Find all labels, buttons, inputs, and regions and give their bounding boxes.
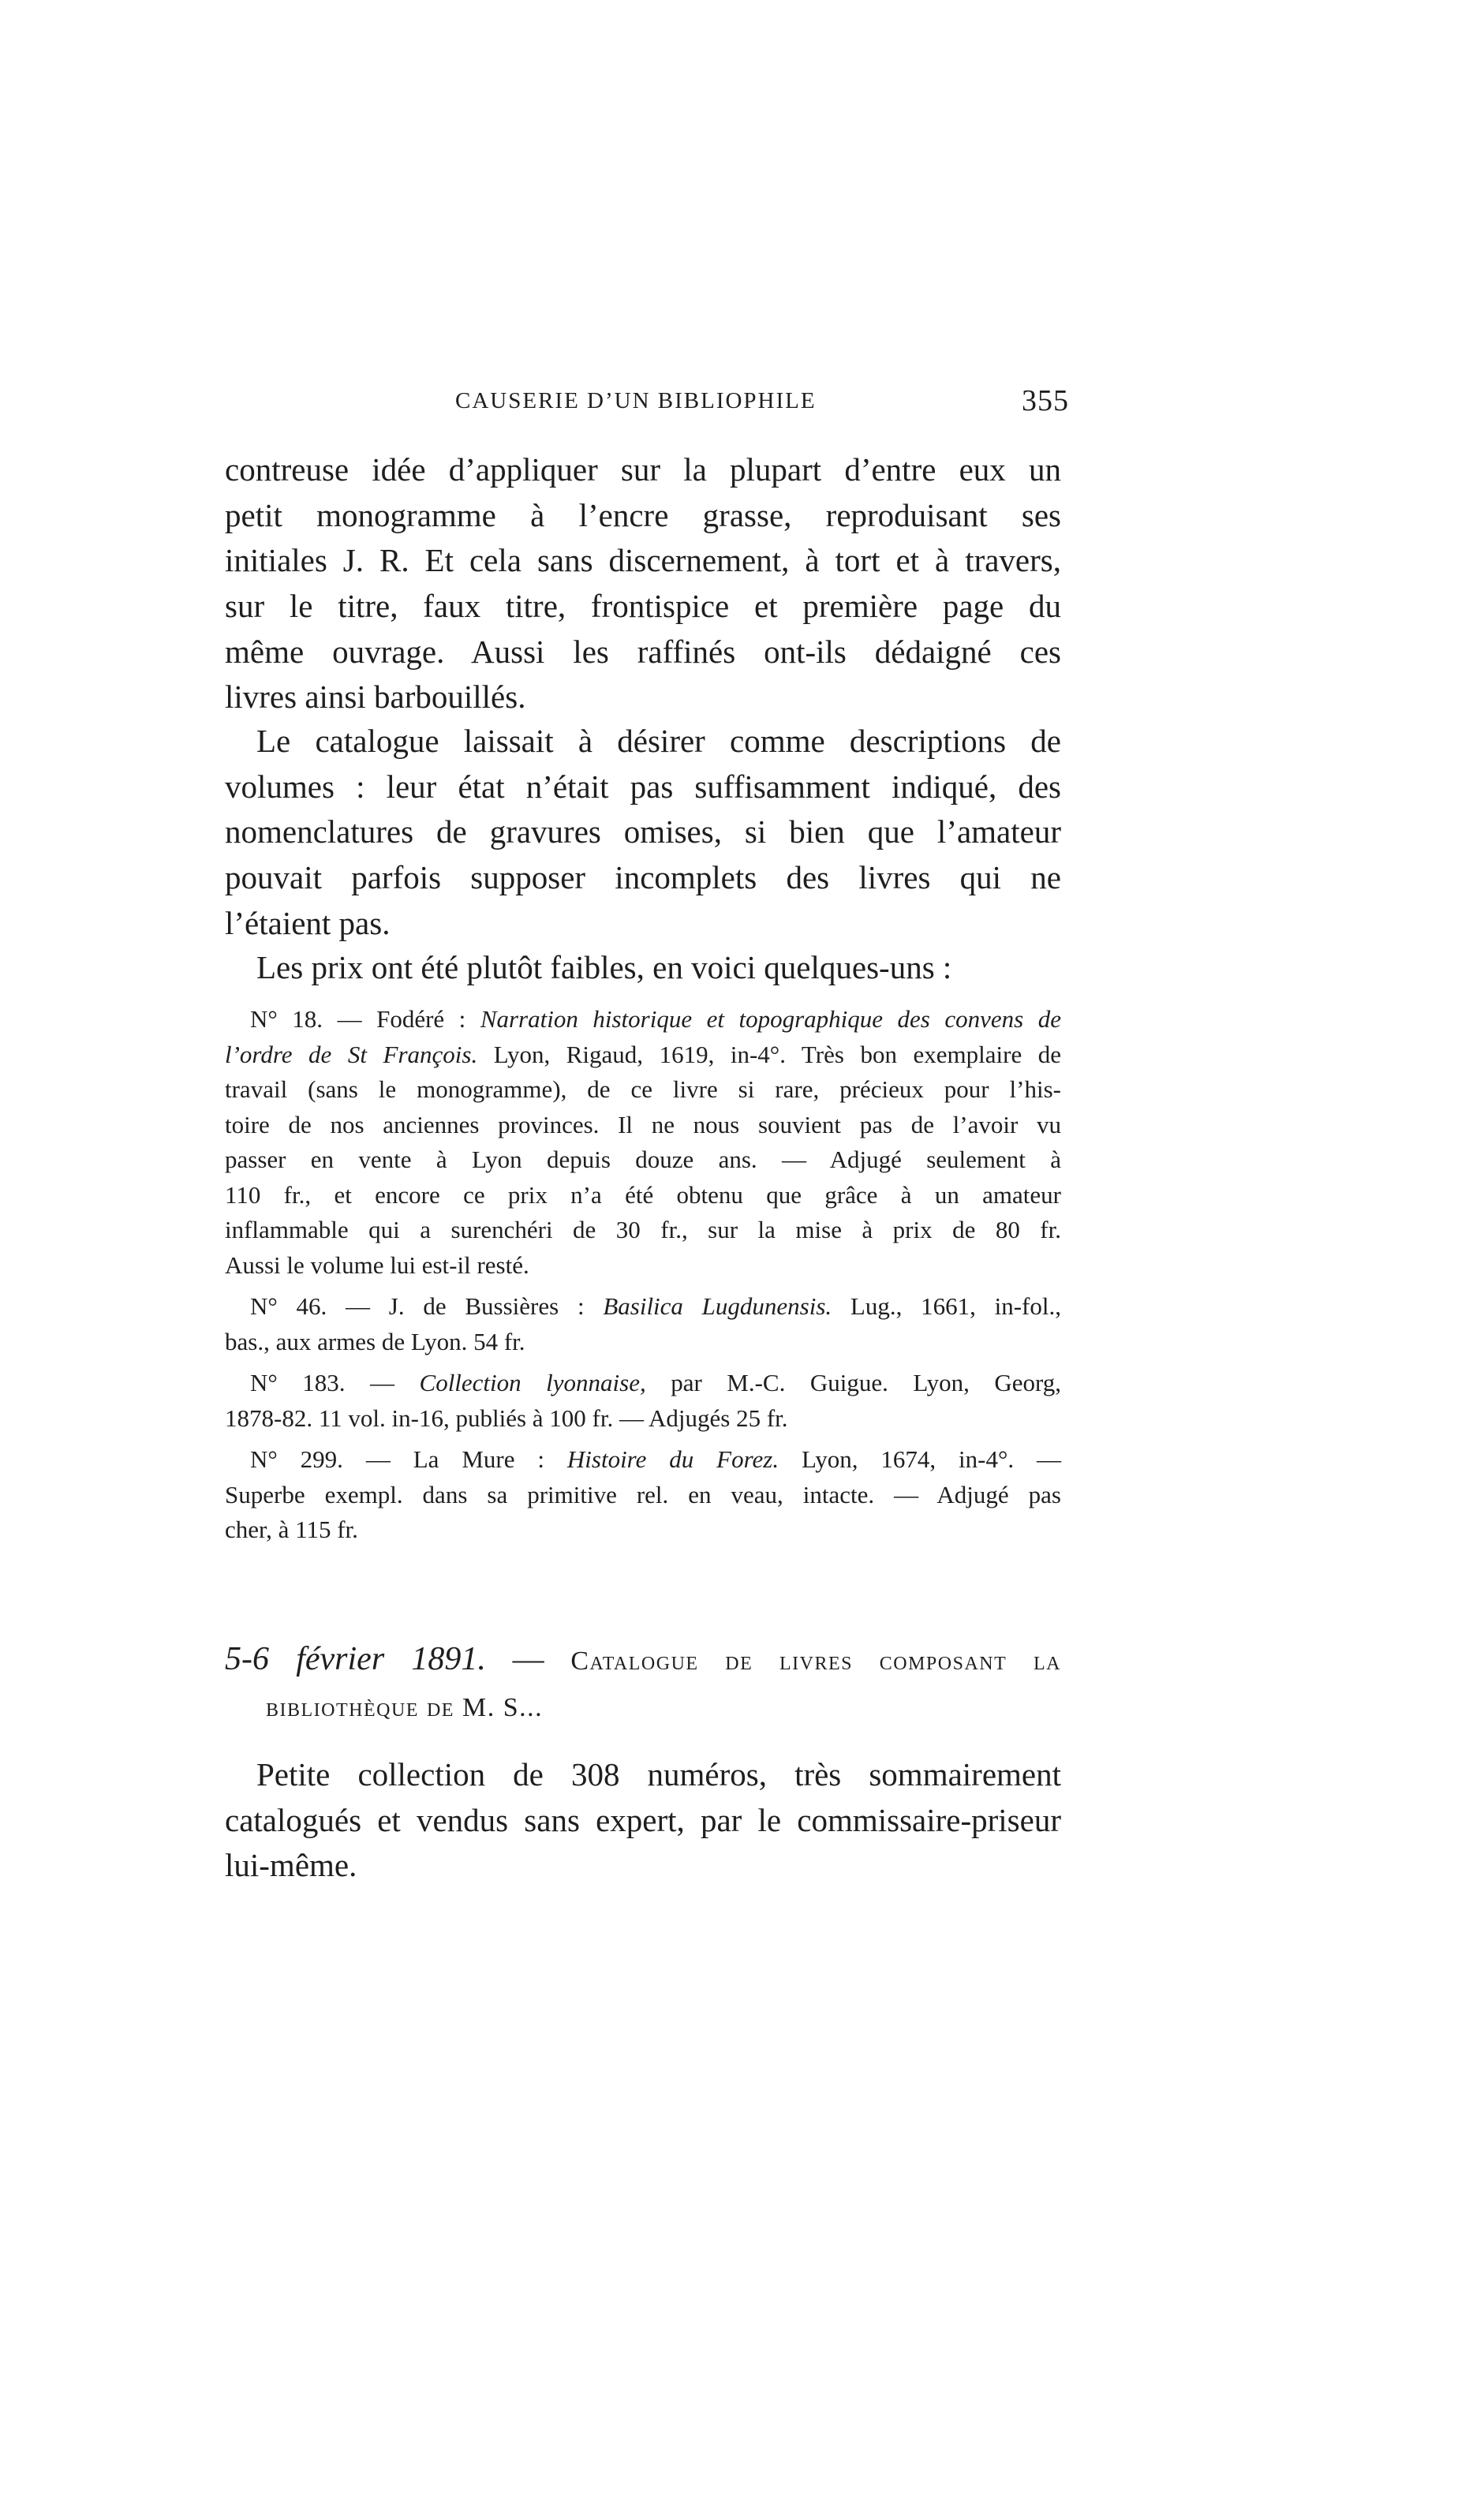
text-line: pouvait parfois supposer incomplets des livres qui ne xyxy=(225,859,1061,896)
paragraph-1 xyxy=(225,447,1061,720)
text-line: nomenclatures de gravures omises, si bien que l’amateur xyxy=(225,813,1061,850)
page-number: 355 xyxy=(1022,384,1069,417)
text-line: Petite collection de 308 numéros, très sommairement xyxy=(256,1756,1061,1792)
sale-entries xyxy=(225,1002,1061,1548)
entry-text: 110 fr., et encore ce prix n’a été obtenu que grâce à un amateur xyxy=(225,1180,1061,1209)
section-heading xyxy=(225,1637,1061,1730)
entry-text: 1878-82. 11 vol. in-16, publiés à 100 fr. — Adjugés 25 fr. xyxy=(225,1404,788,1432)
text-line: catalogués et vendus sans expert, par le commissaire-priseur xyxy=(225,1801,1061,1838)
entry-text: Aussi le volume lui est-il resté. xyxy=(225,1250,529,1279)
entry-text: travail (sans le monogramme), de ce livre si rare, précieux pour l’his- xyxy=(225,1075,1061,1103)
entry-text: N° 183. — xyxy=(250,1369,420,1396)
entry-text: Lyon, 1674, in-4°. — xyxy=(779,1445,1061,1473)
entry-line xyxy=(225,1248,1061,1284)
catalogue-title: Catalogue de livres composant la xyxy=(570,1647,1061,1676)
entry-line xyxy=(225,1037,1061,1073)
library-owner: bibliothèque de M. S... xyxy=(266,1693,544,1722)
heading-line-2 xyxy=(225,1684,1061,1730)
text-line: lui-même. xyxy=(225,1847,357,1884)
entry-line xyxy=(225,1442,1061,1478)
text-line: contreuse idée d’appliquer sur la plupart d’entre eux un xyxy=(225,451,1061,488)
paragraph-3 xyxy=(225,945,1061,991)
entry-text: Superbe exempl. dans sa primitive rel. en veau, intacte. — Adjugé pas xyxy=(225,1480,1061,1508)
entry-title-italic: l’ordre de St François. xyxy=(225,1040,478,1068)
text-line: volumes : leur état n’était pas suffisamment indiqué, des xyxy=(225,768,1061,805)
entry-line xyxy=(225,1325,1061,1360)
heading-line-1 xyxy=(225,1637,1061,1684)
entry-line xyxy=(225,1002,1061,1037)
paragraph-4 xyxy=(225,1752,1061,1889)
heading-dash: — xyxy=(485,1641,571,1677)
text-line: petit monogramme à l’encre grasse, reproduisant ses xyxy=(225,496,1061,533)
text-line: même ouvrage. Aussi les raffinés ont-ils dédaigné ces xyxy=(225,633,1061,670)
entry-title-italic: Collection lyonnaise, xyxy=(419,1369,646,1396)
entry-line xyxy=(225,1213,1061,1248)
entry-text: passer en vente à Lyon depuis douze ans. — Adjugé seulement à xyxy=(225,1146,1061,1173)
catalogue-entry xyxy=(225,1442,1061,1548)
entry-text: Lug., 1661, in-fol., xyxy=(832,1292,1061,1320)
entry-line xyxy=(225,1366,1061,1401)
entry-line xyxy=(225,1478,1061,1513)
text-line: sur le titre, faux titre, frontispice et première page du xyxy=(225,588,1061,625)
entry-text: N° 18. — Fodéré : xyxy=(250,1005,480,1033)
text-line: initiales J. R. Et cela sans discernement, à tort et à travers, xyxy=(225,542,1061,579)
entry-title-italic: Histoire du Forez. xyxy=(566,1445,779,1473)
entry-text: cher, à 115 fr. xyxy=(225,1516,358,1543)
text-line: Le catalogue laissait à désirer comme descriptions de xyxy=(256,723,1061,759)
entry-line xyxy=(225,1289,1061,1325)
entry-text: inflammable qui a surenchéri de 30 fr., sur la mise à prix de 80 fr. xyxy=(225,1216,1061,1243)
entry-line xyxy=(225,1142,1061,1178)
entry-gap xyxy=(225,1359,1061,1366)
entry-gap xyxy=(225,1283,1061,1289)
entry-text: bas., aux armes de Lyon. 54 fr. xyxy=(225,1327,525,1355)
text-line: l’étaient pas. xyxy=(225,904,391,941)
sale-date: 5-6 février 1891. xyxy=(225,1641,486,1677)
running-title: CAUSERIE D’UN BIBLIOPHILE xyxy=(455,388,817,413)
text-line: Les prix ont été plutôt faibles, en voici quelques-uns : xyxy=(256,949,952,985)
entry-text: N° 46. — J. de Bussières : xyxy=(250,1292,604,1320)
entry-title-italic: Basilica Lugdunensis. xyxy=(603,1292,832,1320)
entry-text: par M.-C. Guigue. Lyon, Georg, xyxy=(645,1369,1061,1396)
entry-title-italic: Narration historique et topographique des convens de xyxy=(480,1005,1061,1033)
entry-line xyxy=(225,1178,1061,1213)
entry-line xyxy=(225,1401,1061,1437)
catalogue-entry xyxy=(225,1289,1061,1359)
catalogue-entry xyxy=(225,1366,1061,1436)
entry-line xyxy=(225,1072,1061,1108)
running-header xyxy=(225,385,1069,424)
entry-text: N° 299. — La Mure : xyxy=(250,1445,567,1473)
entry-gap xyxy=(225,1436,1061,1442)
entry-text: Lyon, Rigaud, 1619, in-4°. Très bon exemplaire de xyxy=(477,1040,1061,1068)
entry-line xyxy=(225,1512,1061,1548)
entry-line xyxy=(225,1108,1061,1143)
text-line: livres ainsi barbouillés. xyxy=(225,678,526,716)
catalogue-entry xyxy=(225,1002,1061,1283)
paragraph-2 xyxy=(225,719,1061,946)
entry-text: toire de nos anciennes provinces. Il ne nous souvient pas de l’avoir vu xyxy=(225,1110,1061,1138)
